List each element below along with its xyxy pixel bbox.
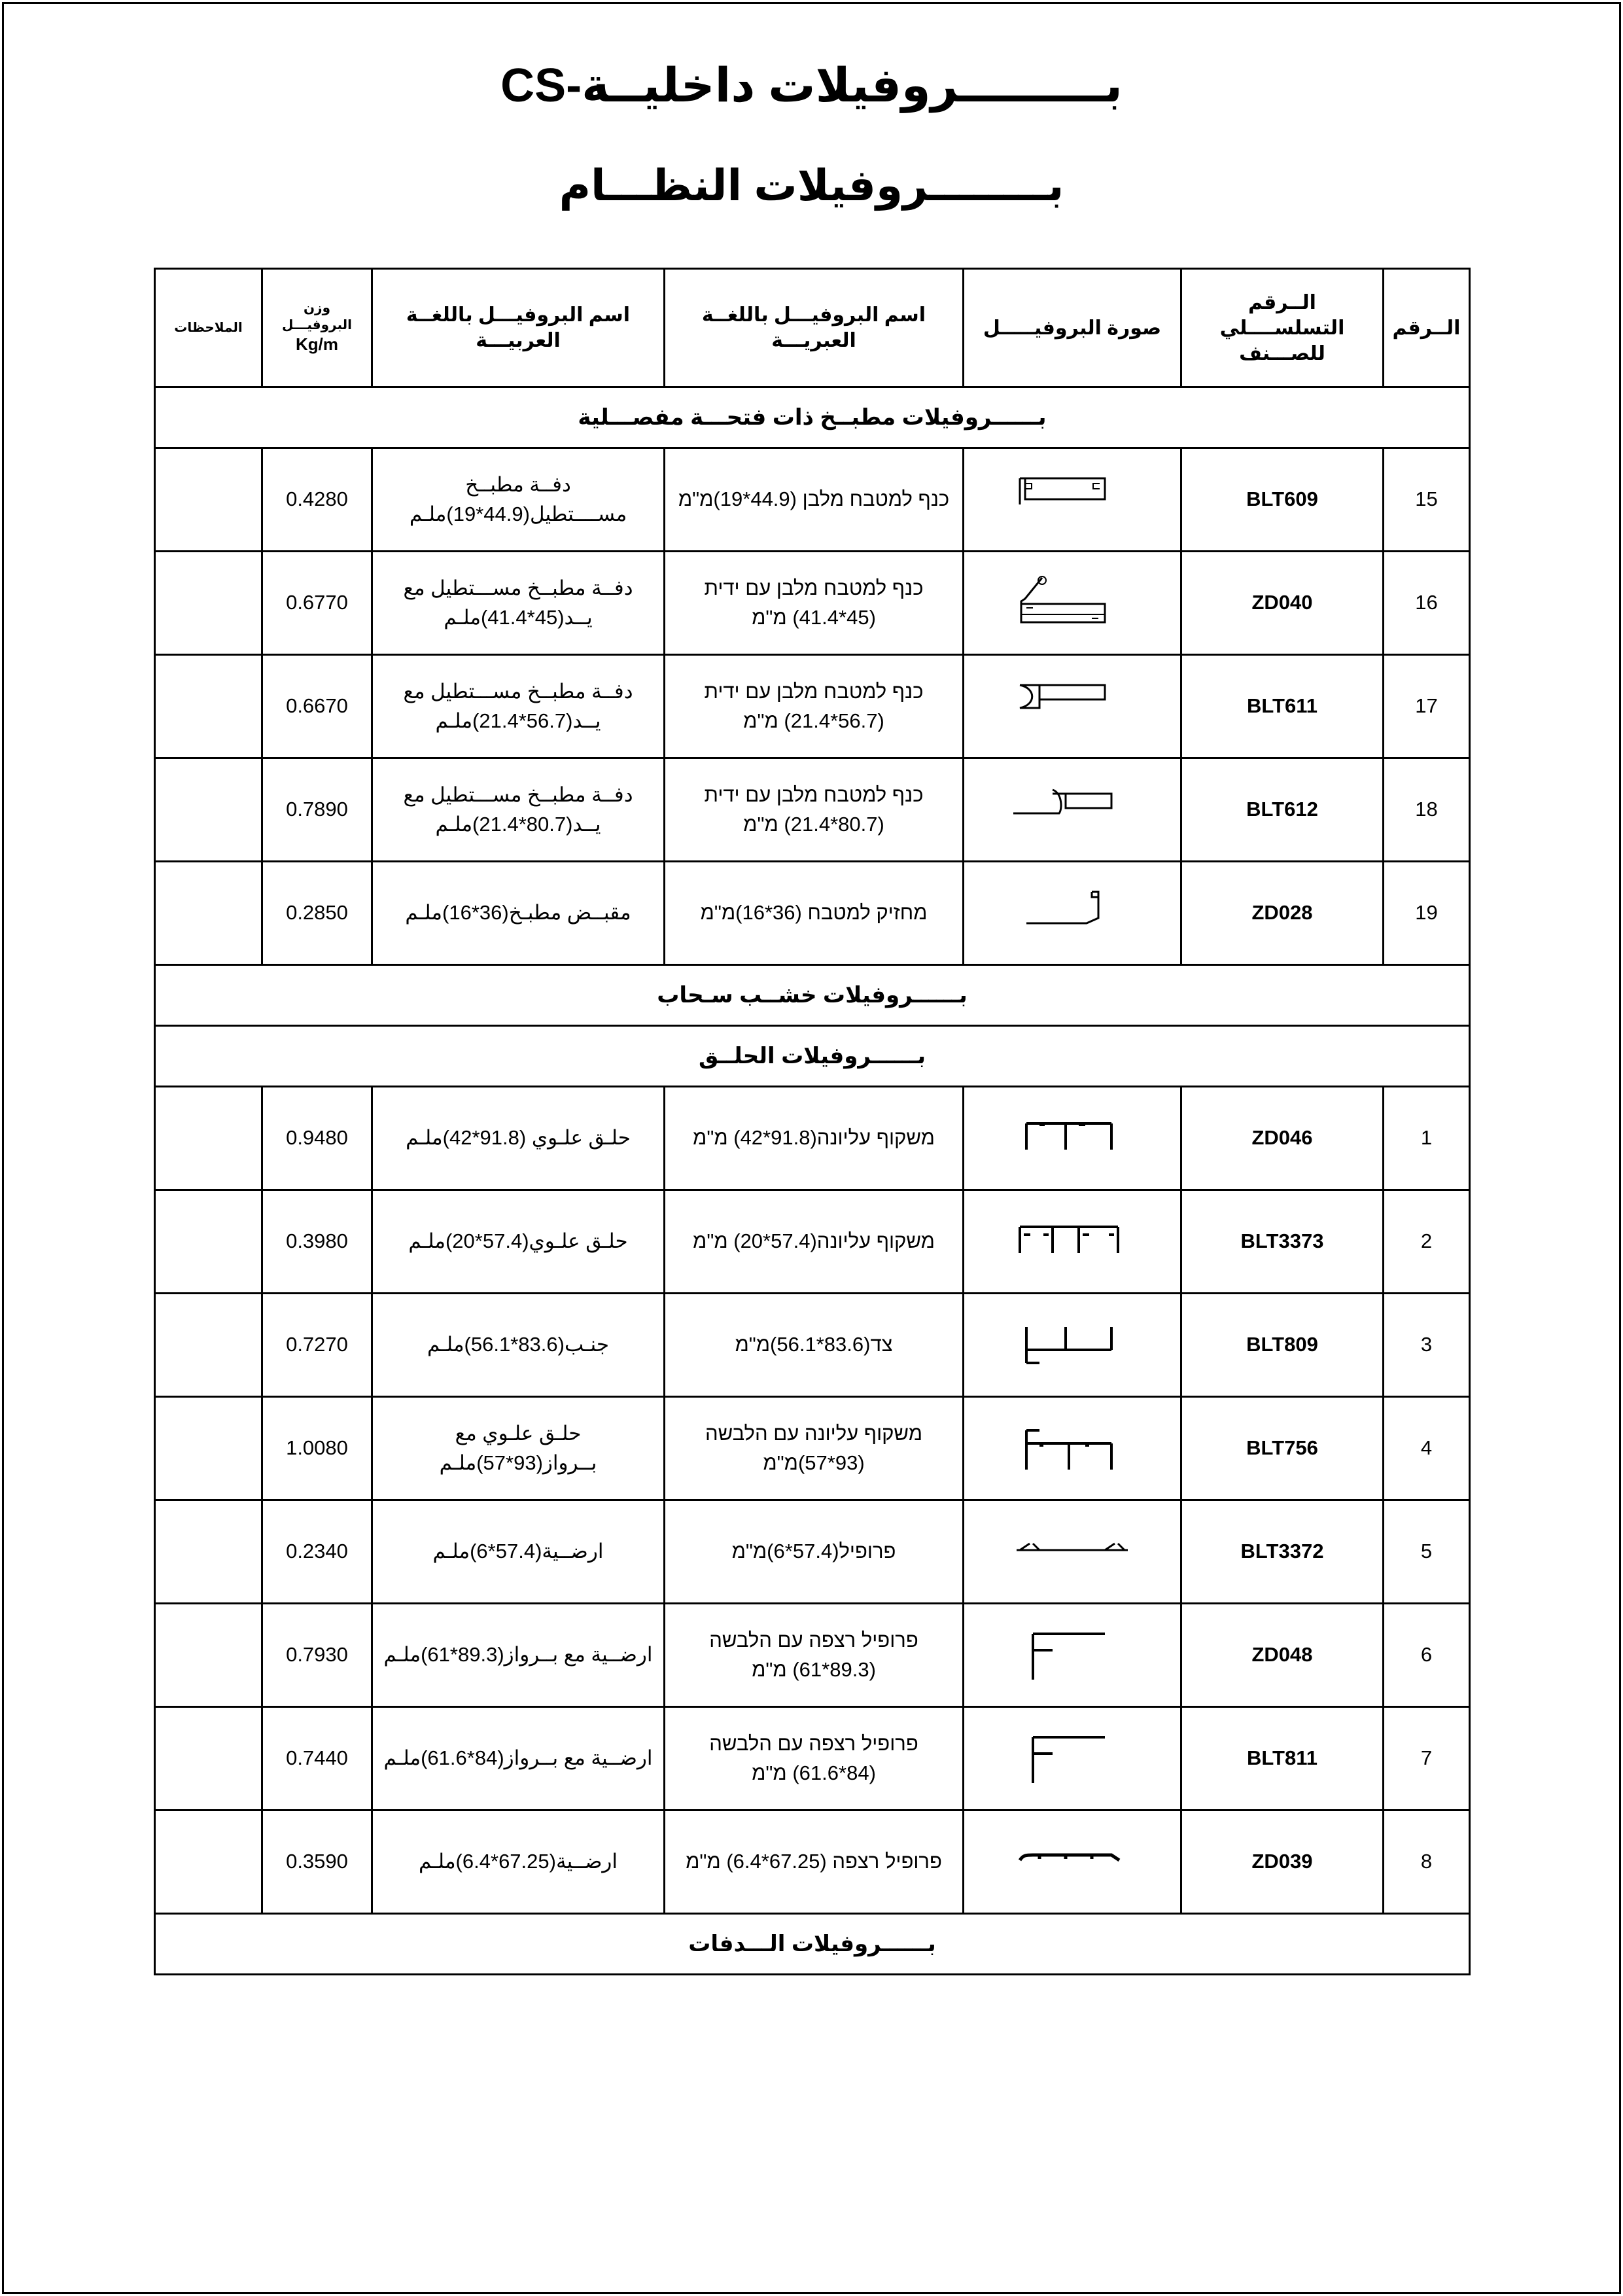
section-header <box>155 387 1470 448</box>
profile-weight: 1.0080 <box>262 1397 372 1500</box>
arabic-name: دفــة مطبــخ مســـتطيل مع يــد(80.7*21.4)ملـم <box>372 758 665 862</box>
profile-weight: 0.4280 <box>262 448 372 552</box>
floor-cover-icon <box>1013 1627 1131 1683</box>
hebrew-name: כנף למטבח מלבן (44.9*19)מ"מ <box>665 448 964 552</box>
header-image: صورة البروفيـــــل <box>964 269 1181 387</box>
hebrew-name: פרופיל רצפה (67.25*6.4) מ"מ <box>665 1810 964 1914</box>
row-number: 6 <box>1384 1604 1470 1707</box>
table-row <box>155 1190 1470 1294</box>
header-weight <box>262 269 372 387</box>
hebrew-name: צד(83.6*56.1)מ"מ <box>665 1294 964 1397</box>
profile-code: ZD040 <box>1181 552 1384 655</box>
profile-image <box>964 1500 1181 1604</box>
hebrew-name: פרופיל רצפה עם הלבשה (84*61.6) מ"מ <box>665 1707 964 1810</box>
section-title: بــــــروفيلات الحلــق <box>155 1026 1470 1087</box>
profile-weight: 0.7270 <box>262 1294 372 1397</box>
profile-image <box>964 1604 1181 1707</box>
profile-image <box>964 758 1181 862</box>
profile-code: ZD039 <box>1181 1810 1384 1914</box>
page-subtitle: بــــــــروفيلات النظـــام <box>559 161 1064 209</box>
notes-cell <box>155 862 262 965</box>
frame-side-icon <box>1013 1317 1131 1373</box>
notes-cell <box>155 1397 262 1500</box>
arabic-name: ارضــية(67.25*6.4)ملـم <box>372 1810 665 1914</box>
notes-cell <box>155 1604 262 1707</box>
hebrew-name: פרופיל(57.4*6)מ"מ <box>665 1500 964 1604</box>
section-title: بــــــروفيلات خشــب سـحاب <box>155 965 1470 1026</box>
profile-weight: 0.6770 <box>262 552 372 655</box>
profile-image <box>964 1810 1181 1914</box>
frame-top-4-icon <box>1013 1214 1131 1269</box>
header-arabic: اسم البروفيـــل باللغــة العربيـــة <box>372 269 665 387</box>
profile-image <box>964 1707 1181 1810</box>
hebrew-name: מחזיק למטבח (36*16)מ"מ <box>665 862 964 965</box>
hebrew-name: כנף למטבח מלבן עם ידית (80.7*21.4) מ"מ <box>665 758 964 862</box>
profile-611-icon <box>1013 679 1131 734</box>
row-number: 8 <box>1384 1810 1470 1914</box>
profile-image <box>964 655 1181 758</box>
section-title: بــــــروفيلات الـــدفات <box>155 1914 1470 1975</box>
profile-code: ZD046 <box>1181 1087 1384 1190</box>
table-header <box>155 269 1470 387</box>
header-hebrew: اسم البروفيـــل باللغــة العبريـــة <box>665 269 964 387</box>
page-title: بـــــــــروفيلات داخليــة-CS <box>500 60 1123 112</box>
profile-weight: 0.2850 <box>262 862 372 965</box>
hebrew-name: פרופיל רצפה עם הלבשה (89.3*61) מ"מ <box>665 1604 964 1707</box>
profile-weight: 0.7890 <box>262 758 372 862</box>
table-row <box>155 448 1470 552</box>
arabic-name: دفــة مطبــخ مســـتطيل مع يــد(56.7*21.4)ملـم <box>372 655 665 758</box>
section-header <box>155 965 1470 1026</box>
arabic-name: دفــة مطبــخ مســــتطيل(44.9*19)ملـم <box>372 448 665 552</box>
notes-cell <box>155 758 262 862</box>
profile-609-icon <box>1013 472 1131 527</box>
notes-cell <box>155 1294 262 1397</box>
profile-code: BLT756 <box>1181 1397 1384 1500</box>
row-number: 2 <box>1384 1190 1470 1294</box>
profile-image <box>964 1397 1181 1500</box>
notes-cell <box>155 1810 262 1914</box>
row-number: 18 <box>1384 758 1470 862</box>
arabic-name: حلـق علـوي مع بــرواز(93*57)ملـم <box>372 1397 665 1500</box>
row-number: 5 <box>1384 1500 1470 1604</box>
profile-weight: 0.2340 <box>262 1500 372 1604</box>
floor-cover-icon <box>1013 1731 1131 1786</box>
profile-code: ZD028 <box>1181 862 1384 965</box>
profile-code: BLT809 <box>1181 1294 1384 1397</box>
header-weight-label: وزن البروفيـــل <box>281 301 353 333</box>
profile-code: BLT612 <box>1181 758 1384 862</box>
notes-cell <box>155 448 262 552</box>
arabic-name: ارضــية مع بــرواز(84*61.6)ملـم <box>372 1707 665 1810</box>
frame-top-3-icon <box>1013 1110 1131 1166</box>
profile-weight: 0.3590 <box>262 1810 372 1914</box>
floor-track-icon <box>1013 1834 1131 1890</box>
arabic-name: ارضــية(57.4*6)ملـم <box>372 1500 665 1604</box>
header-notes: الملاحظات <box>155 269 262 387</box>
arabic-name: حلـق علـوي(57.4*20)ملـم <box>372 1190 665 1294</box>
profile-weight: 0.6670 <box>262 655 372 758</box>
profile-028-icon <box>1013 885 1131 941</box>
profile-image <box>964 1190 1181 1294</box>
section-header <box>155 1026 1470 1087</box>
arabic-name: ارضــية مع بــرواز(89.3*61)ملـم <box>372 1604 665 1707</box>
table-row <box>155 655 1470 758</box>
row-number: 1 <box>1384 1087 1470 1190</box>
notes-cell <box>155 1707 262 1810</box>
row-number: 4 <box>1384 1397 1470 1500</box>
profile-image <box>964 1087 1181 1190</box>
frame-top-cover-icon <box>1013 1421 1131 1476</box>
row-number: 16 <box>1384 552 1470 655</box>
row-number: 19 <box>1384 862 1470 965</box>
row-number: 3 <box>1384 1294 1470 1397</box>
profile-image <box>964 1294 1181 1397</box>
table-row <box>155 1397 1470 1500</box>
profile-weight: 0.3980 <box>262 1190 372 1294</box>
profiles-table <box>154 268 1471 1975</box>
floor-flat-icon <box>1013 1524 1131 1580</box>
hebrew-name: משקוף עליונה(57.4*20) מ"מ <box>665 1190 964 1294</box>
profile-image <box>964 448 1181 552</box>
table-row <box>155 862 1470 965</box>
arabic-name: حلـق علـوي (91.8*42)ملـم <box>372 1087 665 1190</box>
profile-612-icon <box>1013 782 1131 838</box>
table-row <box>155 552 1470 655</box>
profile-code: BLT3373 <box>1181 1190 1384 1294</box>
table-row <box>155 1294 1470 1397</box>
profile-weight: 0.7440 <box>262 1707 372 1810</box>
profile-image <box>964 552 1181 655</box>
hebrew-name: משקוף עליונה עם הלבשה (93*57)מ"מ <box>665 1397 964 1500</box>
profile-code: BLT811 <box>1181 1707 1384 1810</box>
table-row <box>155 1707 1470 1810</box>
arabic-name: مقبــض مطبـخ(36*16)ملـم <box>372 862 665 965</box>
hebrew-name: כנף למטבח מלבן עם ידית (56.7*21.4) מ"מ <box>665 655 964 758</box>
profile-code: BLT609 <box>1181 448 1384 552</box>
arabic-name: دفــة مطبــخ مســـتطيل مع يــد(45*41.4)ملـم <box>372 552 665 655</box>
header-code: الــرقم التسلســــلي للصـــنف <box>1181 269 1384 387</box>
notes-cell <box>155 552 262 655</box>
profile-040-icon <box>1013 575 1131 631</box>
table-row <box>155 1604 1470 1707</box>
header-weight-unit: Kg/m <box>296 334 338 355</box>
profile-code: ZD048 <box>1181 1604 1384 1707</box>
section-title: بــــــروفيلات مطبــخ ذات فتحـــة مفصـــلية <box>155 387 1470 448</box>
section-header <box>155 1914 1470 1975</box>
notes-cell <box>155 1087 262 1190</box>
arabic-name: جنـب(83.6*56.1)ملـم <box>372 1294 665 1397</box>
profile-weight: 0.7930 <box>262 1604 372 1707</box>
row-number: 17 <box>1384 655 1470 758</box>
table-row <box>155 1810 1470 1914</box>
row-number: 7 <box>1384 1707 1470 1810</box>
notes-cell <box>155 1500 262 1604</box>
notes-cell <box>155 655 262 758</box>
profile-code: BLT611 <box>1181 655 1384 758</box>
notes-cell <box>155 1190 262 1294</box>
row-number: 15 <box>1384 448 1470 552</box>
table-row <box>155 1500 1470 1604</box>
hebrew-name: משקוף עליונה(91.8*42) מ"מ <box>665 1087 964 1190</box>
header-num: الــرقم <box>1384 269 1470 387</box>
profile-weight: 0.9480 <box>262 1087 372 1190</box>
table-row <box>155 1087 1470 1190</box>
profile-image <box>964 862 1181 965</box>
table-row <box>155 758 1470 862</box>
hebrew-name: כנף למטבח מלבן עם ידית (45*41.4) מ"מ <box>665 552 964 655</box>
profile-code: BLT3372 <box>1181 1500 1384 1604</box>
